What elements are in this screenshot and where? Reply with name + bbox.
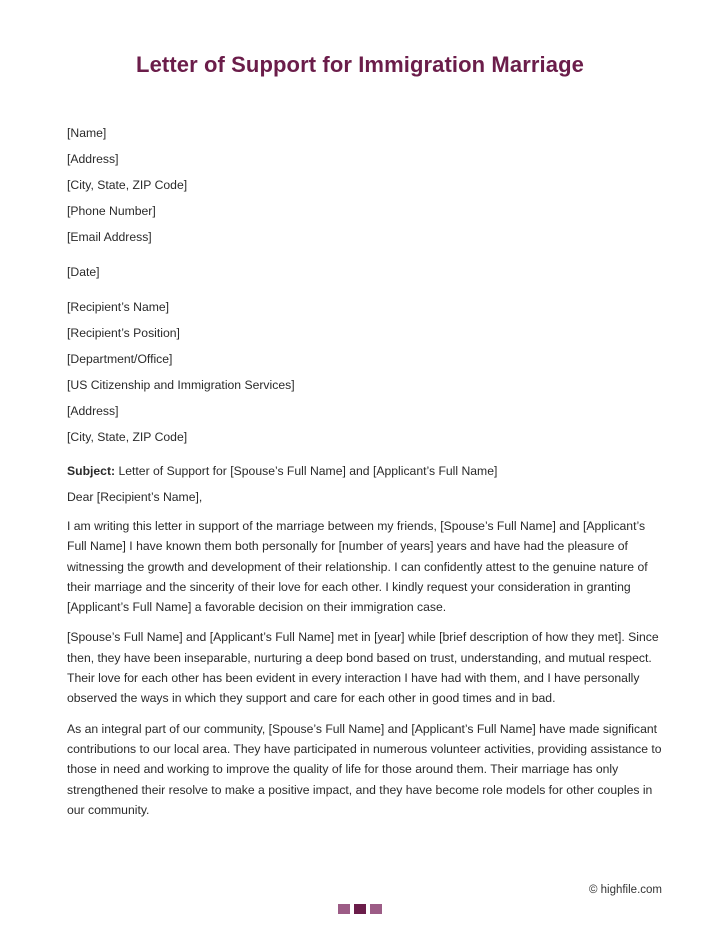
sender-name: [Name] (67, 126, 107, 140)
letter-date: [Date] (67, 265, 100, 279)
recipient-city-state-zip: [City, State, ZIP Code] (67, 430, 188, 444)
subject-text: Letter of Support for [Spouse’s Full Name] and [Applicant’s Full Name] (115, 464, 498, 478)
sender-city-state-zip: [City, State, ZIP Code] (67, 178, 188, 192)
salutation: Dear [Recipient’s Name], (67, 490, 203, 504)
recipient-agency: [US Citizenship and Immigration Services] (67, 378, 295, 392)
sender-phone: [Phone Number] (67, 204, 156, 218)
footer-dot-3 (370, 904, 382, 914)
sender-email: [Email Address] (67, 230, 152, 244)
footer-dot-2 (354, 904, 366, 914)
sender-address: [Address] (67, 152, 119, 166)
recipient-position: [Recipient’s Position] (67, 326, 180, 340)
subject-line (67, 460, 667, 486)
recipient-name: [Recipient’s Name] (67, 300, 170, 314)
footer-brand: © highfile.com (588, 884, 662, 896)
paragraph-3: As an integral part of our community, [Spouse’s Full Name] and [Applicant’s Full Name] have made significant contributions to our local area. They have participated in numerous volunteer activities, providing assistance to those in need and working to improve the quality of life for those around them. Their marriage has only strengthened their resolve to make a positive impact, and they have become role models for other couples in our community. (67, 721, 662, 817)
footer-dot-1 (338, 904, 350, 914)
paragraph-2: [Spouse’s Full Name] and [Applicant’s Full Name] met in [year] while [brief description of how they met]. Since then, they have been inseparable, nurturing a deep bond based on trust, understanding, and mutual respect. Their love for each other has been evident in every interaction I have had with them, and I have personally observed the ways in which they support and care for each other in good times and in bad. (67, 630, 659, 706)
letter-body (67, 122, 667, 830)
subject-label: Subject: (67, 464, 116, 478)
footer-dots (338, 904, 382, 914)
paragraph-1: I am writing this letter in support of the marriage between my friends, [Spouse’s Full Name] and [Applicant’s Full Name] I have known them both personally for [number of years] years and have had the pleasure of witnessing the growth and development of their relationship. I can confidently attest to the genuine nature of their marriage and the sincerity of their love for each other. I kindly request your consideration in granting [Applicant’s Full Name] a favorable decision on their immigration case. (67, 519, 648, 615)
recipient-address: [Address] (67, 404, 119, 418)
recipient-department: [Department/Office] (67, 352, 173, 366)
document-title: Letter of Support for Immigration Marriage (136, 52, 584, 77)
